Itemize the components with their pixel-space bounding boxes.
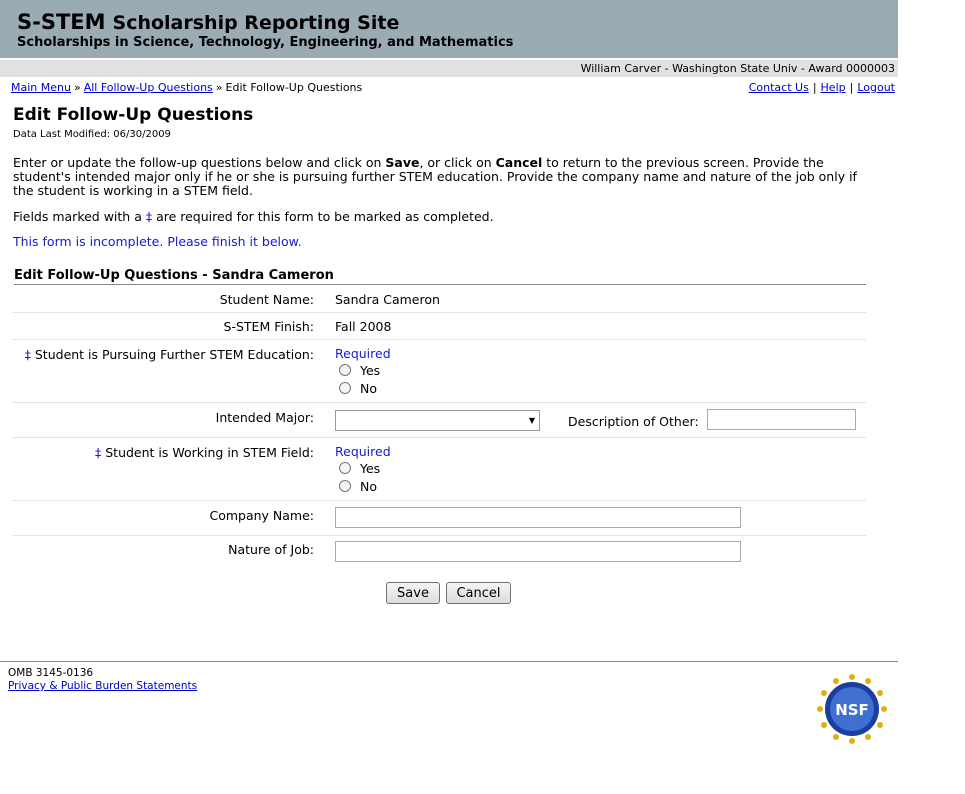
site-title-strong: S-STEM [17, 10, 106, 34]
nature-of-job-row [12, 536, 866, 570]
stem-education-label: ‡ Student is Pursuing Further STEM Education: [24, 347, 314, 362]
required-mark-icon: ‡ [145, 209, 153, 224]
stem-finish-label: S-STEM Finish: [223, 319, 314, 334]
stem-work-yes-radio[interactable]: Yes [339, 459, 391, 477]
site-title [17, 10, 399, 34]
required-indicator: Required [335, 346, 391, 361]
breadcrumb-separator: » [73, 81, 81, 94]
nsf-logo [816, 673, 888, 745]
help-link[interactable]: Help [820, 81, 846, 94]
student-name-value: Sandra Cameron [335, 292, 440, 307]
user-info-bar [0, 60, 898, 77]
top-links: Contact Us | Help | Logout [748, 81, 895, 94]
stem-work-options [335, 444, 391, 495]
user-info: William Carver - Washington State Univ - Award 0000003 [580, 62, 895, 75]
omb-number: OMB 3145-0136 [8, 667, 94, 679]
required-note: Fields marked with a ‡ are required for this form to be marked as completed. [13, 209, 494, 224]
description-of-other-input[interactable] [707, 409, 856, 430]
intended-major-row [12, 403, 866, 438]
breadcrumb-separator: » [215, 81, 223, 94]
data-last-modified: Data Last Modified: 06/30/2009 [13, 129, 171, 140]
breadcrumb-current: Edit Follow-Up Questions [225, 81, 363, 94]
radio-circle-icon[interactable] [339, 480, 351, 492]
contact-us-link[interactable]: Contact Us [748, 81, 809, 94]
stem-finish-row [12, 313, 866, 340]
student-name-row [12, 287, 866, 313]
required-mark-icon: ‡ [24, 347, 31, 362]
required-mark-icon: ‡ [95, 445, 102, 460]
radio-circle-icon[interactable] [339, 462, 351, 474]
site-subtitle: Scholarships in Science, Technology, Engineering, and Mathematics [17, 35, 514, 50]
stem-work-row [12, 438, 866, 501]
nature-of-job-label: Nature of Job: [228, 542, 314, 557]
stem-work-label: ‡ Student is Working in STEM Field: [95, 445, 314, 460]
student-name-label: Student Name: [219, 292, 314, 307]
company-name-input[interactable] [335, 507, 741, 528]
privacy-statement [8, 680, 197, 692]
intended-major-select[interactable] [335, 410, 540, 431]
cancel-button[interactable]: Cancel [446, 582, 511, 604]
stem-education-options [335, 346, 391, 397]
stem-work-no-radio[interactable]: No [339, 477, 391, 495]
intended-major-label: Intended Major: [215, 410, 314, 425]
company-name-row [12, 501, 866, 536]
form-section-title: Edit Follow-Up Questions - Sandra Cameron [14, 268, 866, 285]
stem-education-row [12, 340, 866, 403]
nature-of-job-input[interactable] [335, 541, 741, 562]
stem-education-yes-radio[interactable]: Yes [339, 361, 391, 379]
page-title: Edit Follow-Up Questions [13, 105, 254, 125]
site-banner [0, 0, 898, 58]
chevron-down-icon[interactable]: ▼ [528, 416, 535, 425]
breadcrumb [11, 81, 362, 94]
instructions: Enter or update the follow-up questions below and click on Save, or click on Cancel to return to the previous screen. Provide the student's intended major only if he or she is pursuing further STEM education. Provide the company name and nature of the job only if the student is working in a STEM field. [13, 155, 857, 198]
site-title-rest: Scholarship Reporting Site [112, 12, 400, 34]
privacy-link[interactable]: Privacy & Public Burden Statements [8, 680, 198, 692]
company-name-label: Company Name: [209, 508, 314, 523]
radio-circle-icon[interactable] [339, 364, 351, 376]
description-of-other-label: Description of Other: [568, 414, 699, 429]
nsf-logo-text: NSF [835, 701, 869, 719]
footer-divider [0, 661, 898, 662]
stem-finish-value: Fall 2008 [335, 319, 392, 334]
logout-link[interactable]: Logout [857, 81, 895, 94]
breadcrumb-all-follow-up[interactable]: All Follow-Up Questions [83, 81, 213, 94]
breadcrumb-main-menu[interactable]: Main Menu [11, 81, 71, 94]
save-button[interactable]: Save [386, 582, 440, 604]
stem-education-no-radio[interactable]: No [339, 379, 391, 397]
required-indicator: Required [335, 444, 391, 459]
incomplete-message: This form is incomplete. Please finish it below. [13, 234, 302, 249]
radio-circle-icon[interactable] [339, 382, 351, 394]
